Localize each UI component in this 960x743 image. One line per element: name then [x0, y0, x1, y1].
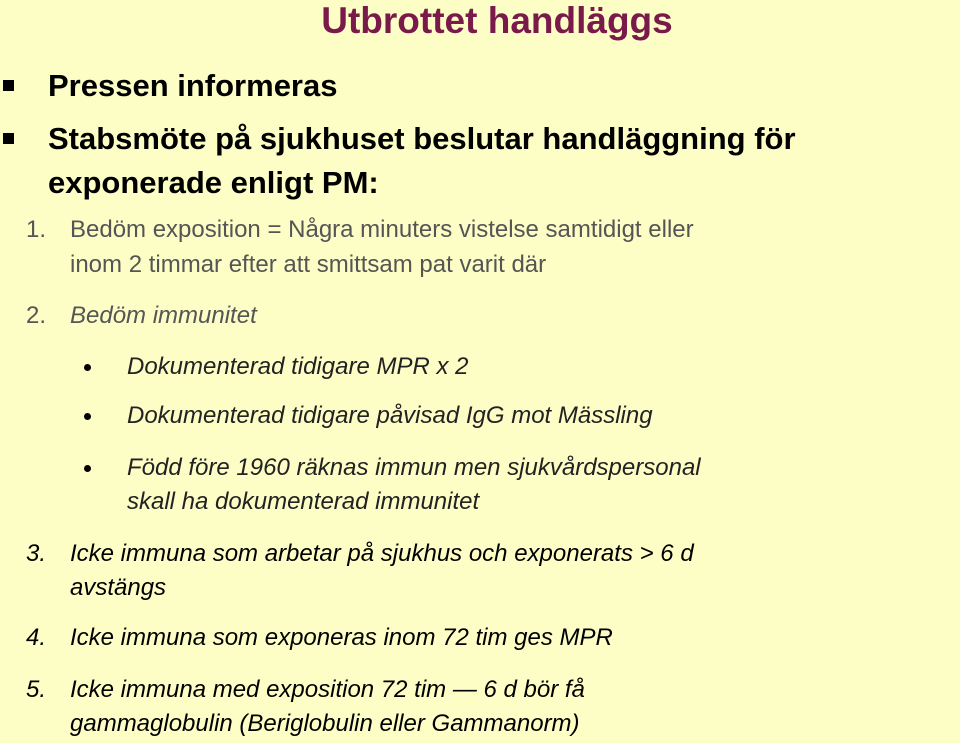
- step-4-number: 4.: [26, 624, 47, 651]
- immunity-item-mpr: Dokumenterad tidigare MPR x 2: [127, 353, 469, 380]
- step-4-line-1: Icke immuna som exponeras inom 72 tim ges MPR: [70, 624, 613, 651]
- step-5-line-2: gammaglobulin (Beriglobulin eller Gammanorm): [70, 710, 580, 737]
- square-bullet-icon: [3, 133, 14, 144]
- step-3-number: 3.: [26, 540, 47, 567]
- step-1-number: 1.: [26, 216, 47, 243]
- dot-bullet-icon: [84, 465, 91, 472]
- dot-bullet-icon: [84, 364, 91, 371]
- step-3-line-2: avstängs: [70, 574, 167, 601]
- step-5-number: 5.: [26, 676, 47, 703]
- slide-title: Utbrottet handläggs: [321, 0, 673, 41]
- immunity-item-igg: Dokumenterad tidigare påvisad IgG mot Mässling: [127, 402, 653, 429]
- immunity-item-born-before-1960: Född före 1960 räknas immun men sjukvårdspersonal: [127, 454, 701, 481]
- bullet-press: Pressen informeras: [48, 68, 338, 103]
- bullet-staff-meeting: Stabsmöte på sjukhuset beslutar handläggning för: [48, 121, 796, 156]
- immunity-item-born-before-1960-cont: skall ha dokumenterad immunitet: [127, 488, 480, 515]
- step-2-line-1: Bedöm immunitet: [70, 302, 257, 329]
- dot-bullet-icon: [84, 413, 91, 420]
- step-5-line-1: Icke immuna med exposition 72 tim — 6 d bör få: [70, 676, 585, 703]
- step-1-line-1: Bedöm exposition = Några minuters vistelse samtidigt eller: [70, 216, 694, 243]
- step-1-line-2: inom 2 timmar efter att smittsam pat varit där: [70, 251, 547, 278]
- square-bullet-icon: [3, 80, 14, 91]
- bullet-staff-meeting-cont: exponerade enligt PM:: [48, 165, 379, 200]
- step-3-line-1: Icke immuna som arbetar på sjukhus och exponerats > 6 d: [70, 540, 694, 567]
- step-2-number: 2.: [26, 302, 47, 329]
